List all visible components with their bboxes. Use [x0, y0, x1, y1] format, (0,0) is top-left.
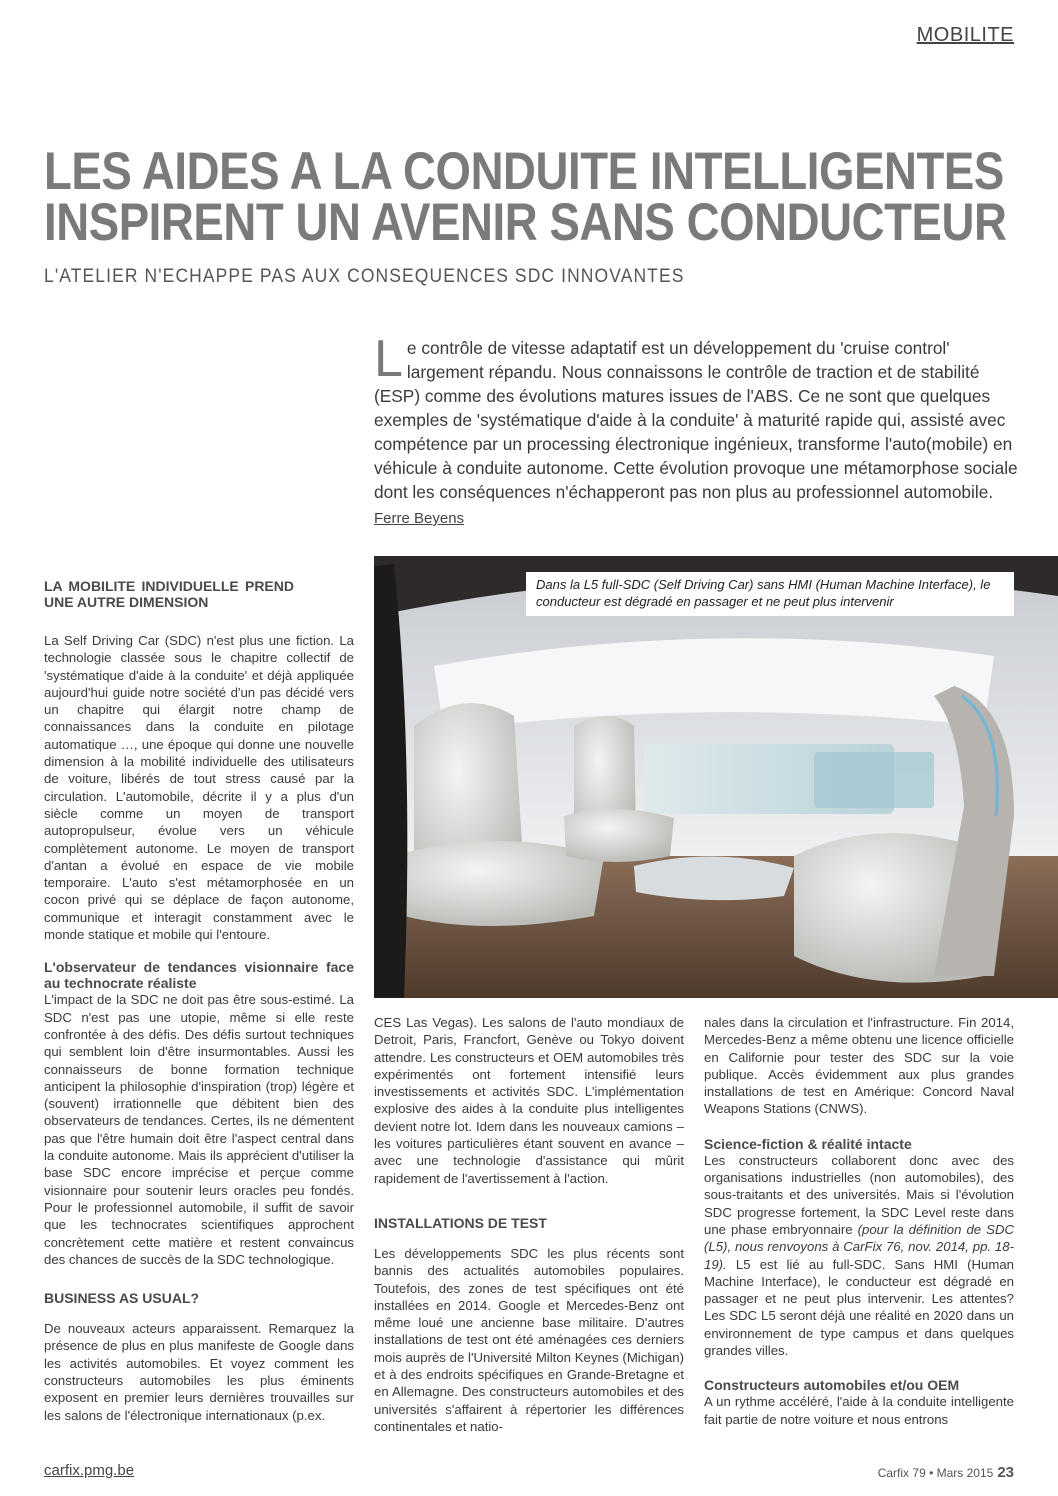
- website-link[interactable]: carfix.pmg.be: [44, 1462, 135, 1479]
- paragraph: Les développements SDC les plus récents sont bannis des actualités automobiles populaires. Toutefois, des zones de test spécifiques ont été installées en 2014. Google et Mercedes-Benz ont même loué une ancienne base militaire. D'autres installations de test ont été aménagées ces derniers mois auprès de l'Université Milton Keynes (Michigan) et à des endroits spécifiques en Grande-Bretagne et en Allemagne. Des constructeurs automobiles et des universités s'affairent à répertorier les différences continentales et natio-: [374, 1245, 684, 1434]
- author-byline: Ferre Beyens: [374, 510, 465, 527]
- issue-info: Carfix 79 • Mars 2015: [877, 1466, 994, 1480]
- reference-note: (pour la définition de SDC (L5), nous renvoyons à CarFix 76, nov. 2014, pp. 18-19).: [704, 1221, 1014, 1272]
- paragraph: CES Las Vegas). Les salons de l'auto mondiaux de Detroit, Paris, Francfort, Genève ou Tokyo doivent attendre. Les constructeurs et OEM automobiles très expérimentés ont fortement intensifié leurs investissements et activités SDC. L'implémentation explosive des aides à la conduite plus intelligentes devient notre lot. Idem dans les nouveaux camions – les voitures particulières étant souvent en avance – avec une technologie d'assistance qui mûrit rapidement de l'avertissement à l'action.: [374, 1015, 684, 1186]
- page-footer: [878, 1464, 1014, 1481]
- paragraph: nales dans la circulation et l'infrastructure. Fin 2014, Mercedes-Benz a même obtenu une licence officielle en Californie pour tester des SDC sur la voie publique. Accès évidemment aux plus grandes installations de test en Amérique: Concord Naval Weapons Stations (CNWS).: [704, 1015, 1014, 1117]
- paragraph-text: Les constructeurs collaborent donc avec des organisations industrielles (non automobiles), des sous-traitants et des universités. Mais si l'évolution SDC progresse fortement, la SDC Level reste dans une phase embryonnaire: [704, 1152, 1014, 1237]
- paragraph-text: L5 est lié au full-SDC. Sans HMI (Human Machine Interface), le conducteur est dégradé en passager et ne peut plus intervenir. Les attentes? Les SDC L5 seront déjà une réalité en 2020 dans un environnement de type campus et dans quelques grandes villes.: [704, 1256, 1014, 1359]
- car-interior-illustration: [374, 556, 1058, 998]
- paragraph: [704, 1152, 1014, 1360]
- article-column-1: [44, 578, 354, 1424]
- car-interior-photo: [374, 556, 1058, 998]
- headline: [44, 142, 1007, 252]
- paragraph: L'impact de la SDC ne doit pas être sous-estimé. La SDC n'est pas une utopie, même si elle reste confrontée à des défis. Des défis surtout techniques qui semblent loin d'être insurmontables. Aussi les connaisseurs de bonne formation technique anticipent la philosophie d'inspiration (trop) légère et (souvent) irrationnelle que débitent bien des observateurs de tendances. Certes, ils ne démentent pas que l'être humain doit être l'aspect central dans la conduite autonome. Mais ils apprécient d'utiliser la base SDC encore imprécise et perçue comme visionnaire pour soutenir leurs oracles peu fondés. Pour le professionnel automobile, il suffit de savoir que les technocrates scientifiques approchent concrètement cette matière et restent convaincus des chances de succès de la SDC technologique.: [44, 992, 354, 1267]
- section-heading: INSTALLATIONS DE TEST: [374, 1214, 547, 1231]
- section-tag: MOBILITE: [916, 24, 1014, 46]
- paragraph: La Self Driving Car (SDC) n'est plus une fiction. La technologie classée sous le chapitre collectif de 'systématique d'aide à la conduite' et déjà appliquée aujourd'hui guide notre société d'un pas décidé vers un chapitre qui élargit notre champ de connaissances dans la conduite en pilotage automatique …, une époque qui donne une nouvelle dimension à la mobilité individuelle des utilisateurs de voiture, libérés de tout stress causé par la circulation. L'automobile, décrite il y a plus d'un siècle comme un moyen de transport autopropulseur, évolue vers un véhicule complètement autonome. Le moyen de transport d'antan a évolué en espace de vie mobile temporaire. L'auto s'est métamorphosée en un cocon privé qui se déplace de façon autonome, communique et interagit constamment avec le monde statique et mobile qui l'entoure.: [44, 633, 354, 943]
- lead-text: e contrôle de vitesse adaptatif est un développement du 'cruise control' largement répandu. Nous connaissons le contrôle de traction et de stabilité (ESP) comme des évolutions matures issues de l'ABS. Ce ne sont que quelques exemples de 'systématique d'aide à la conduite' à maturité rapide qui, assisté avec compétence par un processing électronique ingénieux, transforme l'auto(mobile) en véhicule à conduite autonome. Cette évolution provoque une métamorphose sociale dont les conséquences n'échapperont pas non plus au professionnel automobile.: [374, 338, 1018, 502]
- section-heading: Science-fiction & réalité intacte: [704, 1135, 912, 1152]
- article-column-3: [704, 1014, 1014, 1428]
- headline-line-1: LES AIDES A LA CONDUITE INTELLIGENTES: [44, 142, 1004, 201]
- lead-paragraph: [374, 330, 1020, 504]
- section-heading: L'observateur de tendances visionnaire face au technocrate réaliste: [44, 959, 354, 992]
- section-heading: BUSINESS AS USUAL?: [44, 1290, 200, 1307]
- photo-caption: Dans la L5 full-SDC (Self Driving Car) sans HMI (Human Machine Interface), le conducteur est dégradé en passager et ne peut plus intervenir: [526, 572, 1014, 616]
- paragraph: De nouveaux acteurs apparaissent. Remarquez la présence de plus en plus manifeste de Google dans les activités automobiles. Et voyez comment les constructeurs automobiles les plus éminents exposent en premier leurs dernières trouvailles sur les salons de l'électronique internationaux (p.ex.: [44, 1321, 354, 1423]
- drop-cap: L: [374, 330, 403, 388]
- article-column-2: [374, 1014, 684, 1435]
- section-heading: LA MOBILITE INDIVIDUELLE PREND UNE AUTRE DIMENSION: [44, 578, 294, 610]
- paragraph: A un rythme accéléré, l'aide à la conduite intelligente fait partie de notre voiture et nous entrons: [704, 1394, 1014, 1427]
- headline-line-2: INSPIRENT UN AVENIR SANS CONDUCTEUR: [44, 193, 1007, 252]
- subheadline: L'ATELIER N'ECHAPPE PAS AUX CONSEQUENCES SDC INNOVANTES: [44, 266, 685, 287]
- section-heading: Constructeurs automobiles et/ou OEM: [704, 1377, 960, 1394]
- page-number: 23: [997, 1464, 1014, 1481]
